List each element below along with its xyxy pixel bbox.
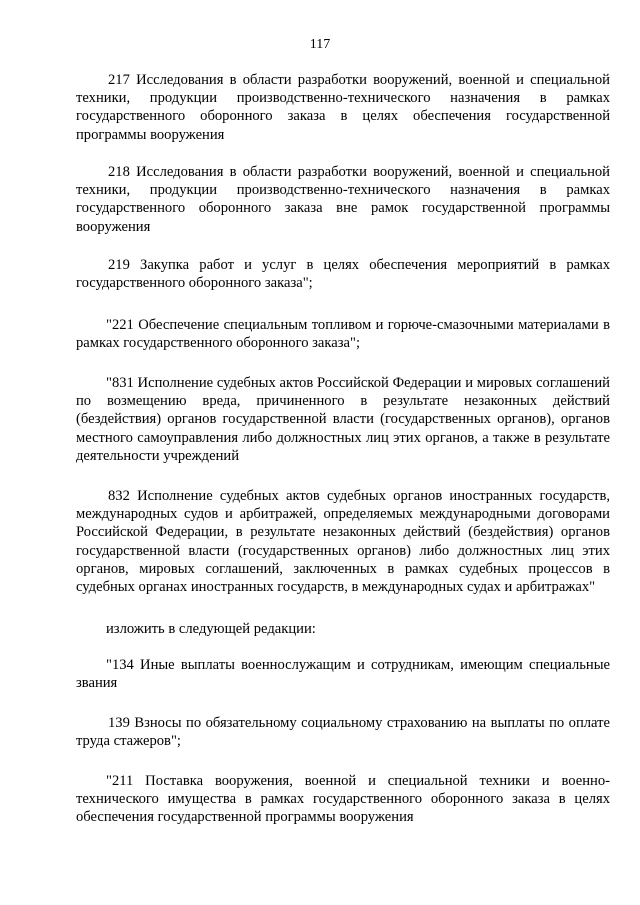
paragraph-832: 832 Исполнение судебных актов судебных органов иностранных государств, международных судов и арбитражей, определяемых международными договорами Российской Федерации, в результате незаконных действий (бездействия) органов государственной власти (государственных органов) либо должностных лиц этих органов, мировых соглашений, заключенных в рамках судебных процессов в судебных органах иностранных государств, в международных судах и арбитражах" [76,488,610,596]
paragraph-218: 218 Исследования в области разработки вооружений, военной и специальной техники, продукции производственно-технического назначения в рамках государственного оборонного заказа вне рамок государственной программы вооружения [76,164,610,235]
paragraph-831: "831 Исполнение судебных актов Российской Федерации и мировых соглашений по возмещению вреда, причиненного в результате незаконных действий (бездействия) органов государственной власти (государственных органов), органов местного самоуправления либо должностных лиц этих органов, а также в результате деятельности учреждений [76,375,610,464]
paragraph-221: "221 Обеспечение специальным топливом и горюче-смазочными материалами в рамках государственного оборонного заказа"; [76,317,610,352]
paragraph-211: "211 Поставка вооружения, военной и специальной техники и военно-технического имущества в рамках государственного оборонного заказа в целях обеспечения государственной программы вооружения [76,773,610,826]
paragraph-139: 139 Взносы по обязательному социальному страхованию на выплаты по оплате труда стажеров"; [76,715,610,750]
page-number: 117 [309,37,331,52]
paragraph-217: 217 Исследования в области разработки вооружений, военной и специальной техники, продукции производственно-технического назначения в рамках государственного оборонного заказа в целях обеспечения государственной программы вооружения [76,72,610,143]
paragraph-134: "134 Иные выплаты военнослужащим и сотрудникам, имеющим специальные звания [76,657,610,692]
paragraph-219: 219 Закупка работ и услуг в целях обеспечения мероприятий в рамках государственного оборонного заказа"; [76,257,610,292]
instruction-line: изложить в следующей редакции: [106,621,316,637]
